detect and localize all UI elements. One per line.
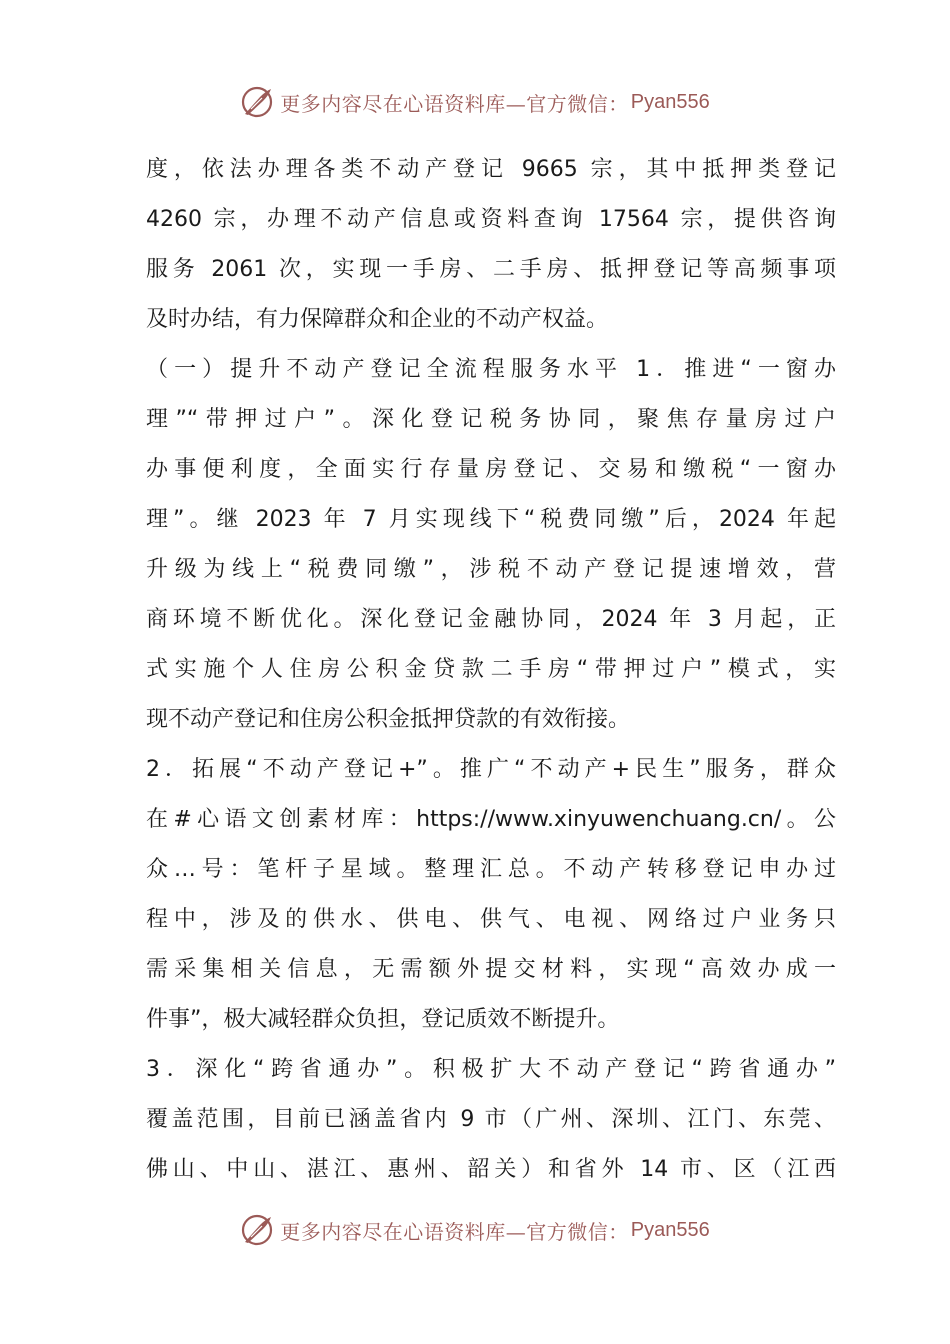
text-line: 现不动产登记和住房公积金抵押贷款的有效衔接。 xyxy=(146,707,631,732)
text-line: 商环境不断优化。深化登记金融协同，2024 年 3 月起，正 xyxy=(146,607,836,632)
text-line: 件事”，极大减轻群众负担，登记质效不断提升。 xyxy=(146,1007,620,1032)
footer-banner xyxy=(0,1208,950,1252)
text-line: 办事便利度，全面实行存量房登记、交易和缴税“一窗办 xyxy=(146,457,836,482)
header-banner xyxy=(0,80,950,124)
text-line: 4260 宗，办理不动产信息或资料查询 17564 宗，提供咨询 xyxy=(146,207,836,232)
header-banner-wechat-id: Pyan556 xyxy=(630,90,710,113)
text-line-with-link: 在#心语文创素材库：https://www.xinyuwenchuang.cn/。公 xyxy=(146,807,836,832)
text-line: 覆盖范围，目前已涵盖省内 9 市（广州、深圳、江门、东莞、 xyxy=(146,1107,836,1132)
text-line: 式实施个人住房公积金贷款二手房“带押过户”模式，实 xyxy=(146,657,836,682)
text-line: 理”。继 2023 年 7 月实现线下“税费同缴”后，2024 年起 xyxy=(146,507,836,532)
text-line: 度，依法办理各类不动产登记 9665 宗，其中抵押类登记 xyxy=(146,157,836,182)
footer-banner-text: 更多内容尽在心语资料库—官方微信： xyxy=(280,1219,629,1244)
text-line: 理”“带押过户”。深化登记税务协同，聚焦存量房过户 xyxy=(146,407,836,432)
quill-pen-logo-icon xyxy=(240,1213,274,1247)
text-line: 需采集相关信息，无需额外提交材料，实现“高效办成一 xyxy=(146,957,836,982)
text-line: 2．拓展“不动产登记+”。推广“不动产+民生”服务，群众 xyxy=(146,757,836,782)
text-line: 及时办结，有力保障群众和企业的不动产权益。 xyxy=(146,307,609,332)
text-line: 服务 2061 次，实现一手房、二手房、抵押登记等高频事项 xyxy=(146,257,836,282)
text-line: 3．深化“跨省通办”。积极扩大不动产登记“跨省通办” xyxy=(146,1057,836,1082)
text-line: 佛山、中山、湛江、惠州、韶关）和省外 14 市、区（江西 xyxy=(146,1157,836,1182)
text-line: 程中，涉及的供水、供电、供气、电视、网络过户业务只 xyxy=(146,907,836,932)
document-body xyxy=(146,145,836,1195)
quill-pen-logo-icon xyxy=(240,85,274,119)
text-line: 升级为线上“税费同缴”，涉税不动产登记提速增效，营 xyxy=(146,557,836,582)
footer-banner-wechat-id: Pyan556 xyxy=(630,1218,710,1241)
header-banner-text: 更多内容尽在心语资料库—官方微信： xyxy=(280,91,629,116)
text-line: 众…号：笔杆子星域。整理汇总。不动产转移登记申办过 xyxy=(146,857,836,882)
text-line: （一）提升不动产登记全流程服务水平 1．推进“一窗办 xyxy=(146,357,836,382)
